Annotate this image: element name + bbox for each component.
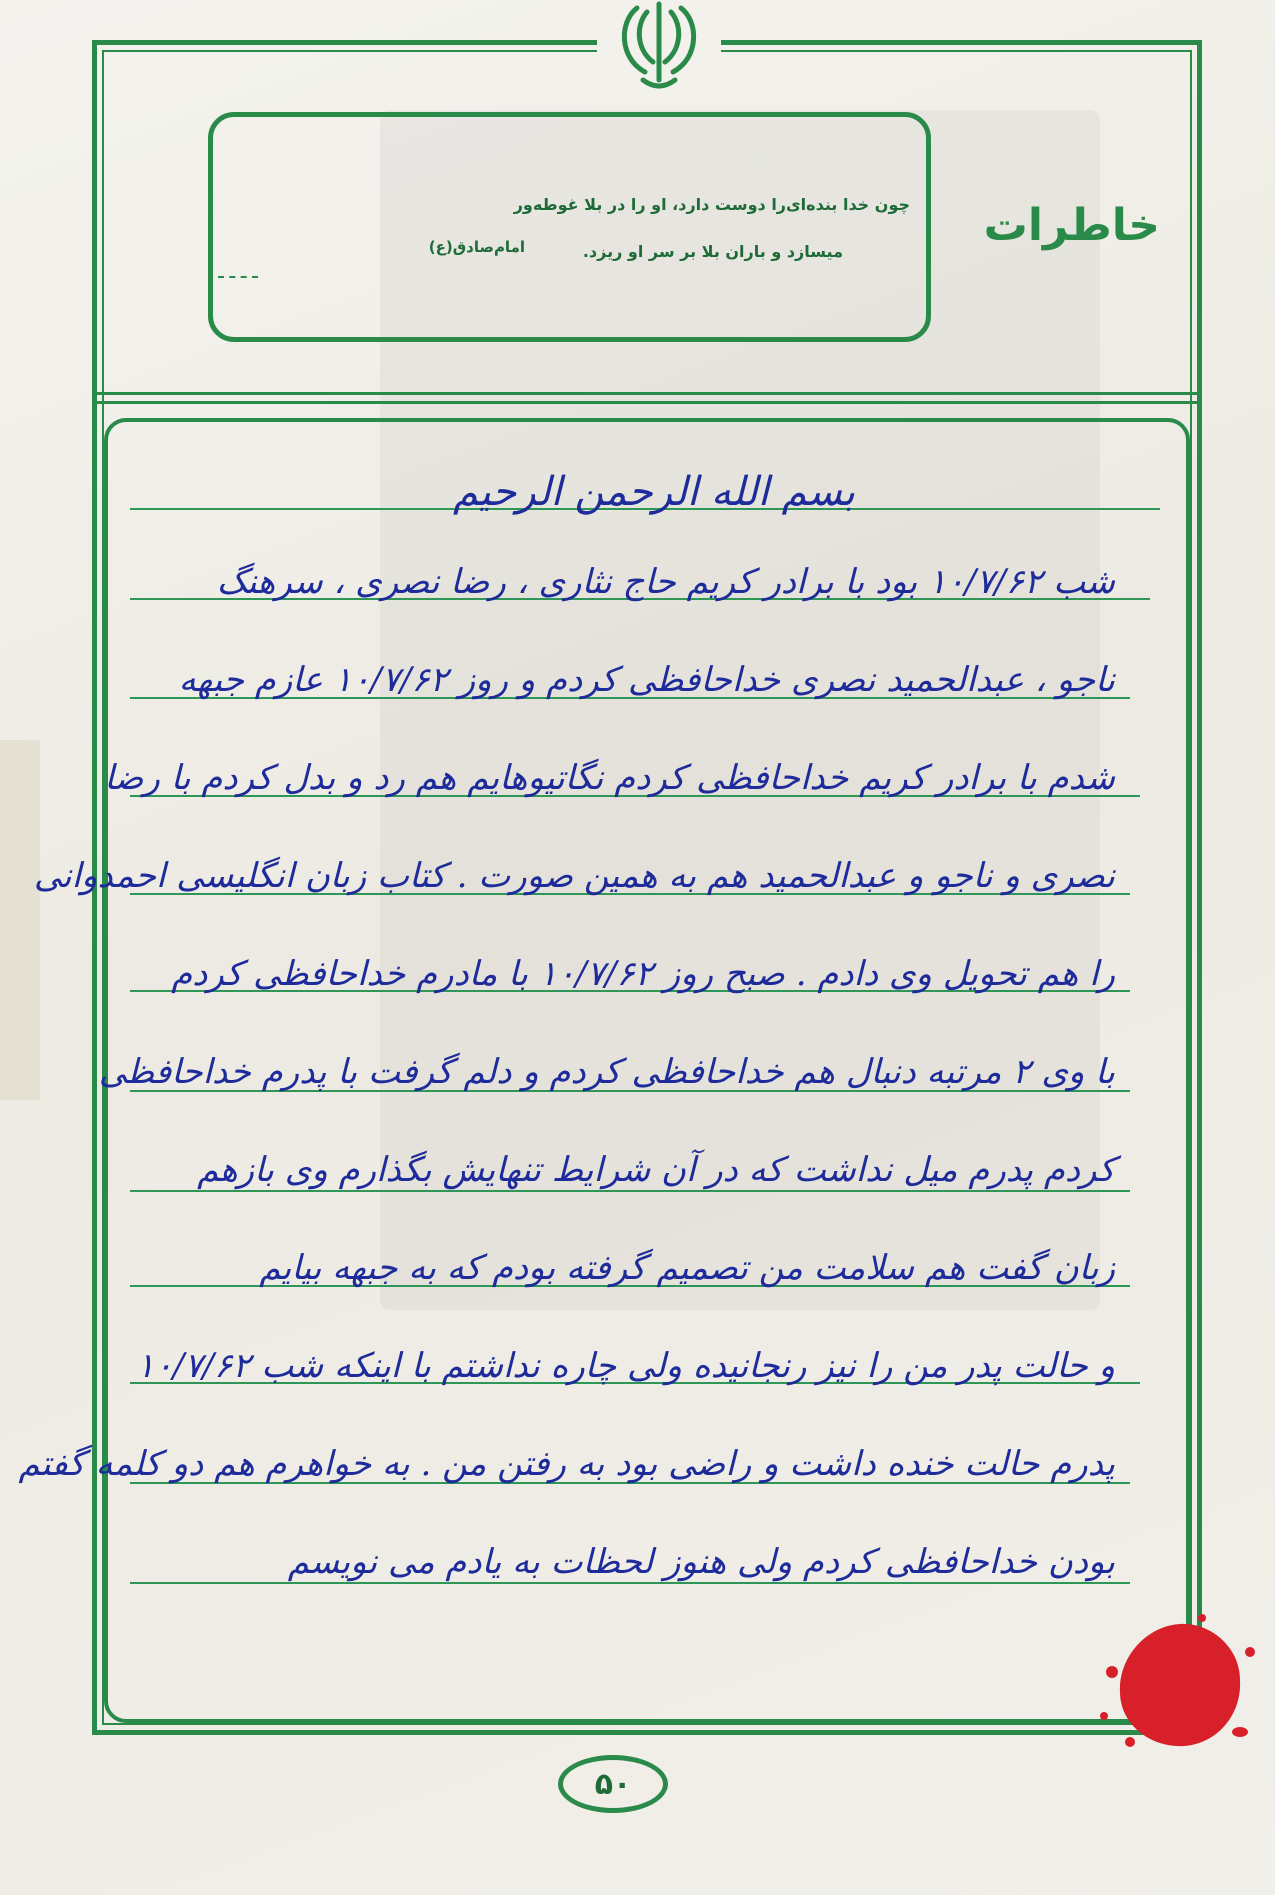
emblem-icon	[597, 0, 721, 96]
letter-line: کردم پدرم میل نداشت که در آن شرایط تنهایش بگذارم وی بازهم	[197, 1150, 1115, 1190]
quote-attribution: امام‌صادق(ع)	[428, 238, 525, 256]
quote-line-1: چون خدا بنده‌ای‌را دوست دارد، او را در بلا غوطه‌ور	[513, 195, 910, 214]
letter-line: نصری و ناجو و عبدالحمید هم به همین صورت . کتاب زبان انگلیسی احمدوانی	[33, 856, 1115, 896]
quote-box	[208, 112, 931, 342]
section-title: خاطرات	[983, 200, 1160, 251]
letter-line: و حالت پدر من را نیز رنجانیده ولی چاره نداشتم با اینکه شب ۱۰/۷/۶۲	[136, 1346, 1115, 1386]
ruled-line	[130, 1582, 1130, 1584]
quote-line-2: میسازد و باران بلا بر سر او ریزد.	[582, 242, 843, 261]
letter-line: پدرم حالت خنده داشت و راضی بود به رفتن من . به خواهرم هم دو کلمه گفتم	[18, 1444, 1115, 1484]
page-number: ۵۰	[558, 1755, 668, 1813]
red-stain-mark	[1090, 1612, 1260, 1762]
letter-line: بودن خداحافظی کردم ولی هنوز لحظات به یادم می نویسم	[287, 1542, 1115, 1582]
letter-line: با وی ۲ مرتبه دنبال هم خداحافظی کردم و دلم گرفت با پدرم خداحافظی	[98, 1052, 1115, 1092]
quote-dash-decoration	[218, 276, 258, 278]
paper-edge-shadow	[0, 740, 40, 1100]
ruled-line	[130, 1190, 1130, 1192]
letter-line: زبان گفت هم سلامت من تصمیم گرفته بودم که به جبهه بیایم	[259, 1248, 1115, 1288]
letter-basmala: بسم الله الرحمن الرحیم	[452, 469, 855, 515]
letter-line: را هم تحویل وی دادم . صبح روز ۱۰/۷/۶۲ با مادرم خداحافظی کردم	[171, 954, 1115, 994]
header-divider	[97, 392, 1197, 404]
letter-line: ناجو ، عبدالحمید نصری خداحافظی کردم و روز ۱۰/۷/۶۲ عازم جبهه	[178, 660, 1115, 700]
letter-line: شب ۱۰/۷/۶۲ بود با برادر کریم حاج نثاری ، رضا نصری ، سرهنگ	[216, 562, 1115, 602]
letter-line: شدم با برادر کریم خداحافظی کردم نگاتیوهایم هم رد و بدل کردم با رضا	[104, 758, 1115, 798]
